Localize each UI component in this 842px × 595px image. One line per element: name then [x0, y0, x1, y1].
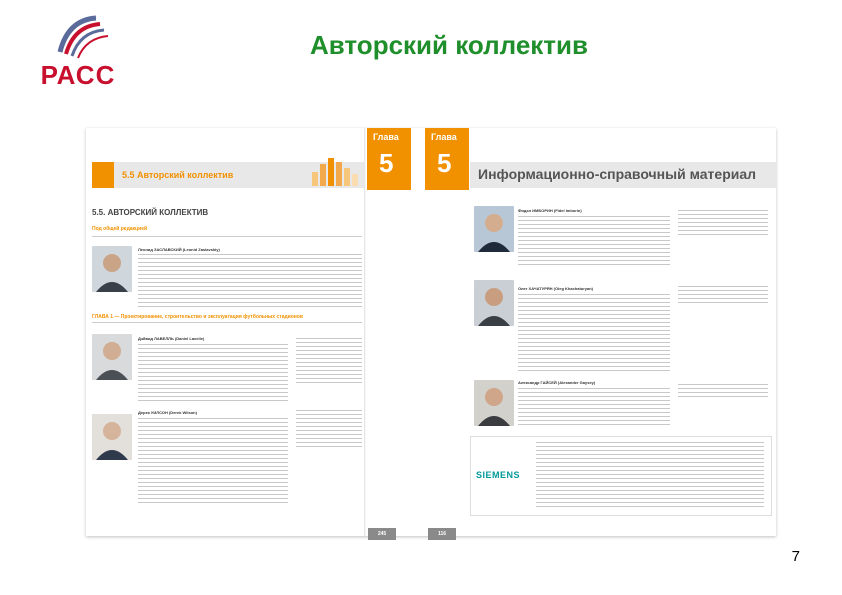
sidebar-note: [678, 286, 768, 306]
sidebar-note: [296, 410, 362, 450]
author-bio-text: [138, 344, 288, 402]
author-photo: [92, 414, 132, 460]
author-bio-text: [518, 294, 670, 372]
siemens-text: [536, 442, 764, 510]
left-page-number: 245: [368, 528, 396, 540]
siemens-logo: SIEMENS: [476, 470, 521, 480]
chapter-tab-left: [367, 128, 411, 190]
divider: [92, 236, 362, 237]
slide-title: Авторский коллектив: [310, 30, 589, 60]
author-bio-text: [138, 254, 362, 310]
chapter-number: 5: [379, 148, 394, 178]
author-bio-text: [518, 388, 670, 428]
divider: [92, 322, 362, 323]
author-bio-text: [138, 418, 288, 506]
author-name: Олег ХАЧАТУРЯН (Oleg Khachaturyan): [518, 286, 594, 291]
gutter: [364, 128, 366, 536]
chapter-label: Глава: [373, 132, 399, 142]
right-header-text: Информационно-справочный материал: [478, 166, 757, 182]
author-photo: [474, 380, 514, 426]
right-page-number: 116: [428, 528, 456, 540]
sidebar-note: [296, 338, 362, 386]
left-header-square: [92, 162, 114, 188]
logo-text: РАСС: [40, 60, 116, 90]
author-name: Леонид ЗАСЛАВСКИЙ (Leonid Zaslavskiy): [138, 247, 220, 252]
author-bio-text: [518, 216, 670, 266]
rass-logo: [38, 14, 118, 90]
chapter1-heading: ГЛАВА 1 — Проектирование, строительство и эксплуатация футбольных стадионов: [92, 314, 303, 320]
author-name: Фидэл ИМБОРИН (Fidel Imborin): [518, 208, 582, 213]
author-photo: [474, 280, 514, 326]
author-name: Дэйвид ЛАВЕЛЛЬ (Daniel Lavelle): [138, 336, 205, 341]
slide-page-number: 7: [791, 548, 800, 565]
rass-logo-graphic: [38, 14, 118, 64]
editor-subheading: Под общей редакцией: [92, 226, 148, 232]
author-photo: [474, 206, 514, 252]
stadium-icon: [310, 150, 362, 188]
sidebar-note: [678, 210, 768, 238]
section-title: 5.5. АВТОРСКИЙ КОЛЛЕКТИВ: [92, 208, 209, 217]
chapter-tab-right: [425, 128, 469, 190]
chapter-label: Глава: [431, 132, 457, 142]
author-photo: [92, 246, 132, 292]
sidebar-note: [678, 384, 768, 400]
chapter-number: 5: [437, 148, 452, 178]
author-name: Александр ГАЙСЕЙ (Alexander Gaysey): [518, 380, 596, 385]
left-header-text: 5.5 Авторский коллектив: [122, 170, 234, 180]
author-name: Дерек УИЛСОН (Derek Wilson): [138, 410, 197, 415]
author-photo: [92, 334, 132, 380]
